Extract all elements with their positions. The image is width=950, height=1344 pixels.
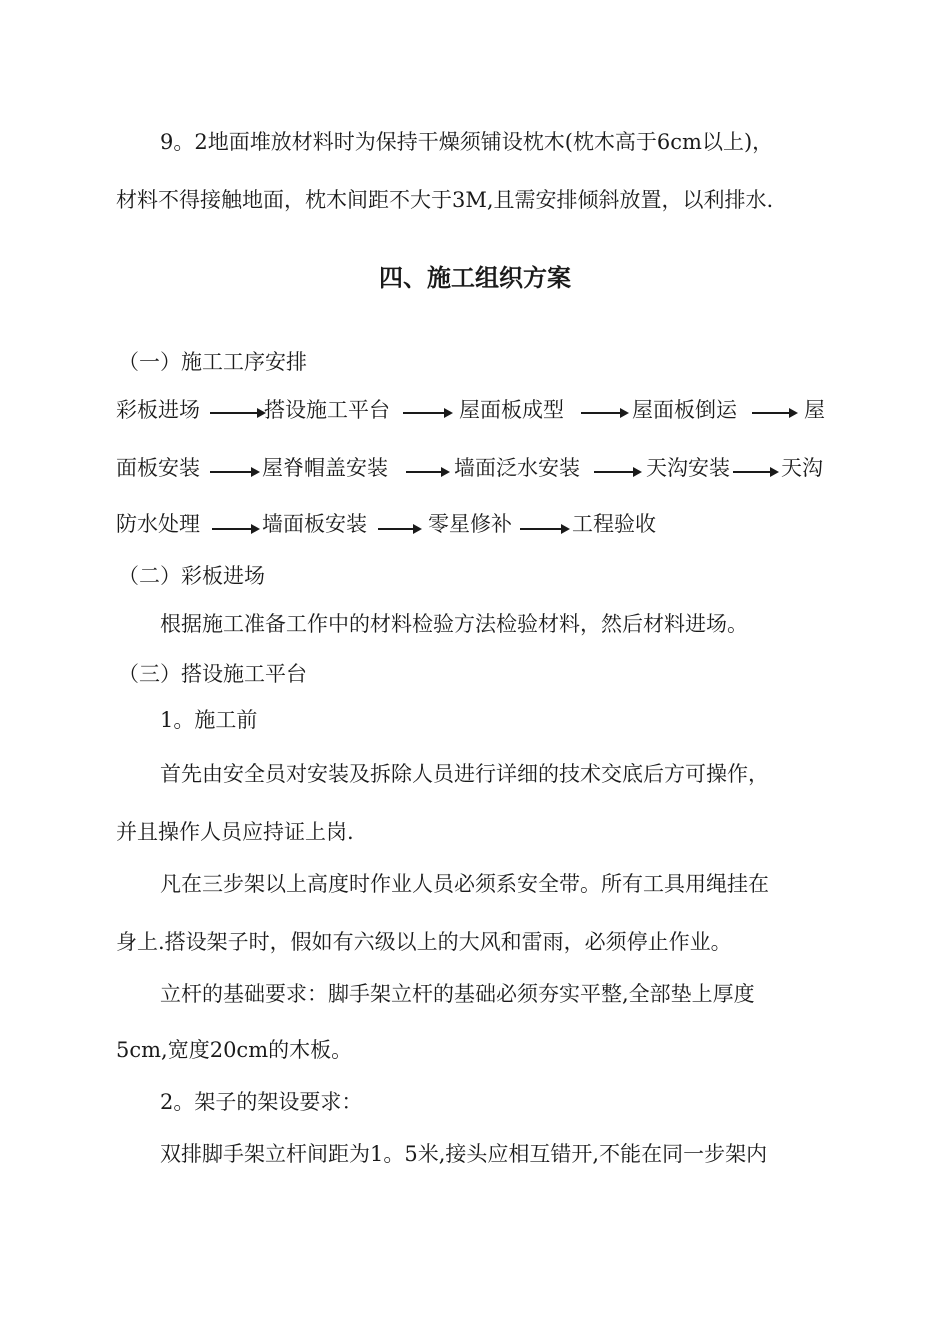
item-1-paragraph-3-line-2: 5cm,宽度20cm的木板。: [116, 1038, 353, 1062]
flow-arrow-icon: [210, 471, 258, 473]
item-1-paragraph-1-line-2: 并且操作人员应持证上岗.: [116, 820, 354, 844]
flow-arrow-icon: [406, 471, 448, 473]
process-flow-row-3: [116, 510, 676, 538]
flow-arrow-icon: [752, 412, 796, 414]
flow-arrow-icon: [581, 412, 627, 414]
paragraph-9-2-line-1: 9。2地面堆放材料时为保持干燥须铺设枕木(枕木高于6cm以上)，: [160, 130, 774, 154]
flow-step: 墙面板安装: [262, 512, 367, 536]
item-1-paragraph-3-line-1: 立杆的基础要求：脚手架立杆的基础必须夯实平整,全部垫上厚度: [160, 982, 755, 1006]
process-flow-row-2: [116, 454, 830, 482]
item-1-paragraph-1-line-1: 首先由安全员对安装及拆除人员进行详细的技术交底后方可操作，: [160, 762, 769, 786]
flow-step: 天沟: [781, 456, 823, 480]
flow-arrow-icon: [210, 412, 264, 414]
item-1-heading: 1。施工前: [160, 708, 258, 732]
item-2-heading: 2。架子的架设要求：: [160, 1090, 363, 1114]
flow-arrow-icon: [212, 528, 258, 530]
flow-step: 屋面板成型: [459, 398, 564, 422]
flow-step: 搭设施工平台: [264, 398, 390, 422]
flow-step: 墙面泛水安装: [454, 456, 580, 480]
flow-step: 面板安装: [116, 456, 200, 480]
flow-arrow-icon: [594, 471, 640, 473]
section-title: 四、施工组织方案: [379, 264, 571, 292]
flow-step: 零星修补: [428, 512, 512, 536]
process-flow-row-1: [116, 396, 830, 424]
flow-step: 天沟安装: [646, 456, 730, 480]
item-2-paragraph-1-line-1: 双排脚手架立杆间距为1。5米,接头应相互错开,不能在同一步架内: [160, 1142, 768, 1166]
paragraph-9-2-line-2: 材料不得接触地面，枕木间距不大于3M,且需安排倾斜放置，以利排水.: [116, 188, 774, 212]
flow-arrow-icon: [378, 528, 420, 530]
flow-arrow-icon: [403, 412, 451, 414]
item-1-paragraph-2-line-1: 凡在三步架以上高度时作业人员必须系安全带。所有工具用绳挂在: [160, 872, 769, 896]
flow-step: 防水处理: [116, 512, 200, 536]
subsection-3-heading: （三）搭设施工平台: [118, 662, 307, 686]
subsection-2-text: 根据施工准备工作中的材料检验方法检验材料，然后材料进场。: [160, 612, 748, 636]
item-1-paragraph-2-line-2: 身上.搭设架子时，假如有六级以上的大风和雷雨，必须停止作业。: [116, 930, 732, 954]
flow-arrow-icon: [733, 471, 777, 473]
flow-arrow-icon: [520, 528, 568, 530]
subsection-2-heading: （二）彩板进场: [118, 564, 265, 588]
flow-step: 屋脊帽盖安装: [262, 456, 388, 480]
flow-step: 工程验收: [572, 512, 656, 536]
subsection-1-heading: （一）施工工序安排: [118, 350, 307, 374]
flow-step: 屋: [804, 398, 825, 422]
flow-step: 屋面板倒运: [632, 398, 737, 422]
flow-step: 彩板进场: [116, 398, 200, 422]
